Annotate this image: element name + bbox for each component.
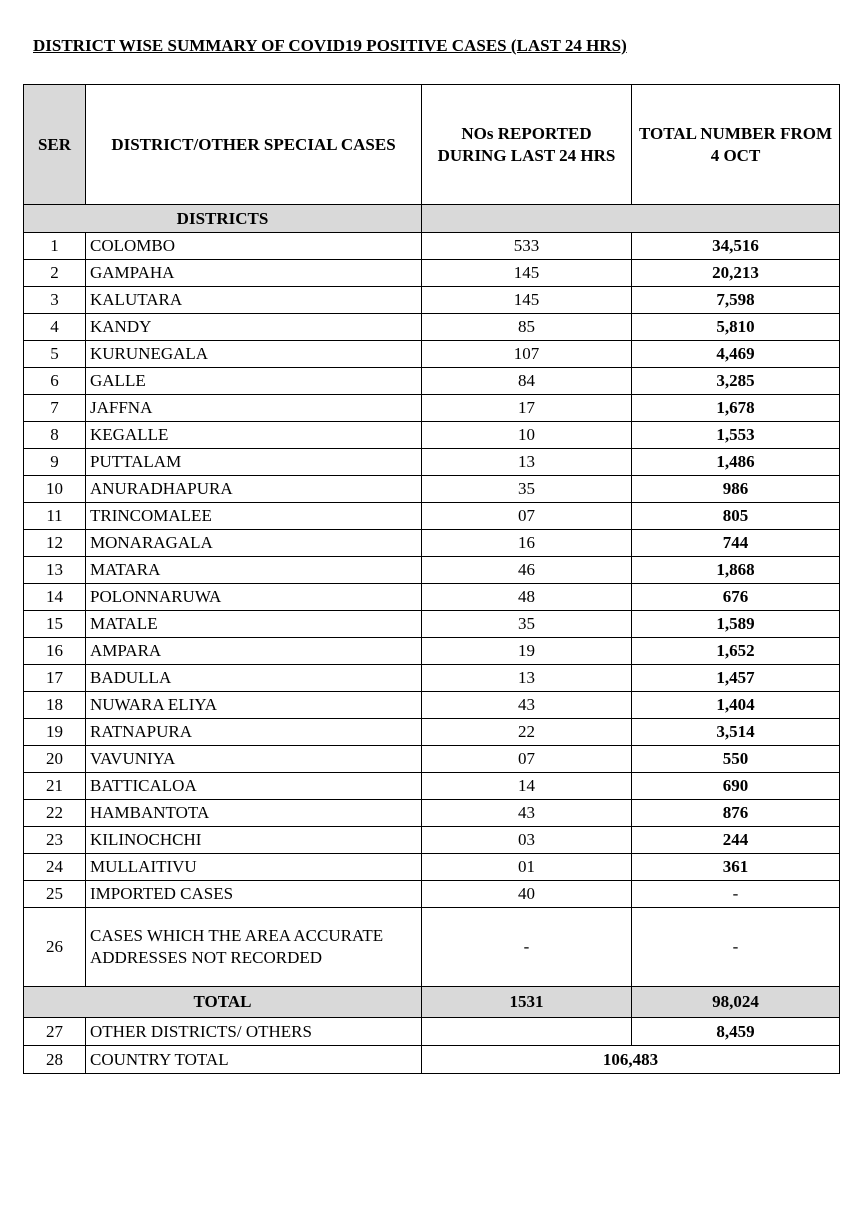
table-row (24, 395, 840, 422)
table-row (24, 530, 840, 557)
row-name: MULLAITIVU (86, 854, 422, 881)
row-ser: 2 (24, 260, 86, 287)
row-total: 1,589 (632, 611, 840, 638)
row-total: 7,598 (632, 287, 840, 314)
table-row-26 (24, 908, 840, 987)
row-total: 8,459 (632, 1018, 840, 1046)
row-ser: 22 (24, 800, 86, 827)
total-row (24, 987, 840, 1018)
row-ser: 8 (24, 422, 86, 449)
row-reported: 85 (422, 314, 632, 341)
row-ser: 11 (24, 503, 86, 530)
row-reported: 10 (422, 422, 632, 449)
row-name: POLONNARUWA (86, 584, 422, 611)
row-reported: 22 (422, 719, 632, 746)
row-reported: 13 (422, 449, 632, 476)
row-name: RATNAPURA (86, 719, 422, 746)
row-reported: 107 (422, 341, 632, 368)
row-ser: 13 (24, 557, 86, 584)
row-name: OTHER DISTRICTS/ OTHERS (86, 1018, 422, 1046)
table-row (24, 881, 840, 908)
table-row (24, 638, 840, 665)
table-row (24, 746, 840, 773)
table-row (24, 476, 840, 503)
row-reported: 13 (422, 665, 632, 692)
row-total: 5,810 (632, 314, 840, 341)
row-ser: 3 (24, 287, 86, 314)
row-name: AMPARA (86, 638, 422, 665)
row-ser: 9 (24, 449, 86, 476)
row-ser: 28 (24, 1046, 86, 1074)
row-ser: 12 (24, 530, 86, 557)
row-total: 676 (632, 584, 840, 611)
row-reported: 533 (422, 233, 632, 260)
row-name: KURUNEGALA (86, 341, 422, 368)
row-ser: 15 (24, 611, 86, 638)
row-reported: 16 (422, 530, 632, 557)
header-district: DISTRICT/OTHER SPECIAL CASES (86, 85, 422, 205)
row-name: GAMPAHA (86, 260, 422, 287)
table-header-row (24, 85, 840, 205)
row-ser: 24 (24, 854, 86, 881)
row-reported: 48 (422, 584, 632, 611)
table-row (24, 287, 840, 314)
row-total: 244 (632, 827, 840, 854)
row-reported (422, 1018, 632, 1046)
row-total: 3,285 (632, 368, 840, 395)
row-name: KILINOCHCHI (86, 827, 422, 854)
row-ser: 10 (24, 476, 86, 503)
row-total: 690 (632, 773, 840, 800)
row-ser: 25 (24, 881, 86, 908)
row-reported: 07 (422, 503, 632, 530)
row-ser: 26 (24, 908, 86, 987)
row-reported: 19 (422, 638, 632, 665)
table-row (24, 611, 840, 638)
row-name: KALUTARA (86, 287, 422, 314)
document-title: DISTRICT WISE SUMMARY OF COVID19 POSITIVE CASES (LAST 24 HRS) (33, 36, 627, 55)
table-row (24, 692, 840, 719)
row-name: KANDY (86, 314, 422, 341)
row-name: MATARA (86, 557, 422, 584)
table-row (24, 800, 840, 827)
row-total: 20,213 (632, 260, 840, 287)
row-reported: 03 (422, 827, 632, 854)
row-total: 4,469 (632, 341, 840, 368)
table-row (24, 260, 840, 287)
total-total: 98,024 (632, 987, 840, 1018)
row-name: MONARAGALA (86, 530, 422, 557)
covid-summary-table (23, 84, 840, 1074)
row-name: CASES WHICH THE AREA ACCURATE ADDRESSES NOT RECORDED (86, 908, 422, 987)
section-label: DISTRICTS (24, 205, 422, 233)
section-filler (422, 205, 840, 233)
country-total: 106,483 (422, 1046, 840, 1074)
table-row-28 (24, 1046, 840, 1074)
row-total: 1,553 (632, 422, 840, 449)
row-ser: 20 (24, 746, 86, 773)
header-reported: NOs REPORTED DURING LAST 24 HRS (422, 85, 632, 205)
row-ser: 21 (24, 773, 86, 800)
row-total: 1,652 (632, 638, 840, 665)
row-total: 986 (632, 476, 840, 503)
row-total: 744 (632, 530, 840, 557)
row-total: - (632, 881, 840, 908)
row-name: COUNTRY TOTAL (86, 1046, 422, 1074)
table-row (24, 719, 840, 746)
table-row (24, 665, 840, 692)
row-ser: 4 (24, 314, 86, 341)
row-total: 876 (632, 800, 840, 827)
row-name: JAFFNA (86, 395, 422, 422)
row-name: BATTICALOA (86, 773, 422, 800)
row-total: 1,486 (632, 449, 840, 476)
row-total: 1,404 (632, 692, 840, 719)
row-total: 805 (632, 503, 840, 530)
row-ser: 6 (24, 368, 86, 395)
row-reported: 40 (422, 881, 632, 908)
table-row (24, 368, 840, 395)
row-name: BADULLA (86, 665, 422, 692)
row-total: 3,514 (632, 719, 840, 746)
row-total: 550 (632, 746, 840, 773)
row-reported: 01 (422, 854, 632, 881)
row-name: HAMBANTOTA (86, 800, 422, 827)
table-row (24, 854, 840, 881)
table-row (24, 503, 840, 530)
table-row (24, 314, 840, 341)
row-reported: - (422, 908, 632, 987)
header-total: TOTAL NUMBER FROM 4 OCT (632, 85, 840, 205)
row-reported: 43 (422, 692, 632, 719)
row-total: 1,868 (632, 557, 840, 584)
table-row-27 (24, 1018, 840, 1046)
row-name: VAVUNIYA (86, 746, 422, 773)
row-name: GALLE (86, 368, 422, 395)
table-row (24, 773, 840, 800)
row-total: 1,678 (632, 395, 840, 422)
row-reported: 84 (422, 368, 632, 395)
table-row (24, 827, 840, 854)
row-ser: 5 (24, 341, 86, 368)
table-row (24, 584, 840, 611)
row-ser: 23 (24, 827, 86, 854)
row-reported: 43 (422, 800, 632, 827)
row-total: 1,457 (632, 665, 840, 692)
row-ser: 14 (24, 584, 86, 611)
row-ser: 7 (24, 395, 86, 422)
row-reported: 46 (422, 557, 632, 584)
row-reported: 14 (422, 773, 632, 800)
table-row (24, 422, 840, 449)
row-reported: 35 (422, 611, 632, 638)
row-name: TRINCOMALEE (86, 503, 422, 530)
row-total: 361 (632, 854, 840, 881)
row-ser: 17 (24, 665, 86, 692)
row-reported: 145 (422, 287, 632, 314)
row-name: MATALE (86, 611, 422, 638)
total-label: TOTAL (24, 987, 422, 1018)
row-reported: 145 (422, 260, 632, 287)
row-name: ANURADHAPURA (86, 476, 422, 503)
header-ser: SER (24, 85, 86, 205)
row-ser: 1 (24, 233, 86, 260)
table-row (24, 341, 840, 368)
row-ser: 18 (24, 692, 86, 719)
row-reported: 17 (422, 395, 632, 422)
table-row (24, 449, 840, 476)
row-total: 34,516 (632, 233, 840, 260)
row-name: KEGALLE (86, 422, 422, 449)
row-total: - (632, 908, 840, 987)
row-name: NUWARA ELIYA (86, 692, 422, 719)
row-reported: 07 (422, 746, 632, 773)
row-name: IMPORTED CASES (86, 881, 422, 908)
row-ser: 16 (24, 638, 86, 665)
table-row (24, 233, 840, 260)
row-reported: 35 (422, 476, 632, 503)
row-ser: 27 (24, 1018, 86, 1046)
total-reported: 1531 (422, 987, 632, 1018)
row-ser: 19 (24, 719, 86, 746)
row-name: PUTTALAM (86, 449, 422, 476)
section-row-districts (24, 205, 840, 233)
row-name: COLOMBO (86, 233, 422, 260)
table-row (24, 557, 840, 584)
